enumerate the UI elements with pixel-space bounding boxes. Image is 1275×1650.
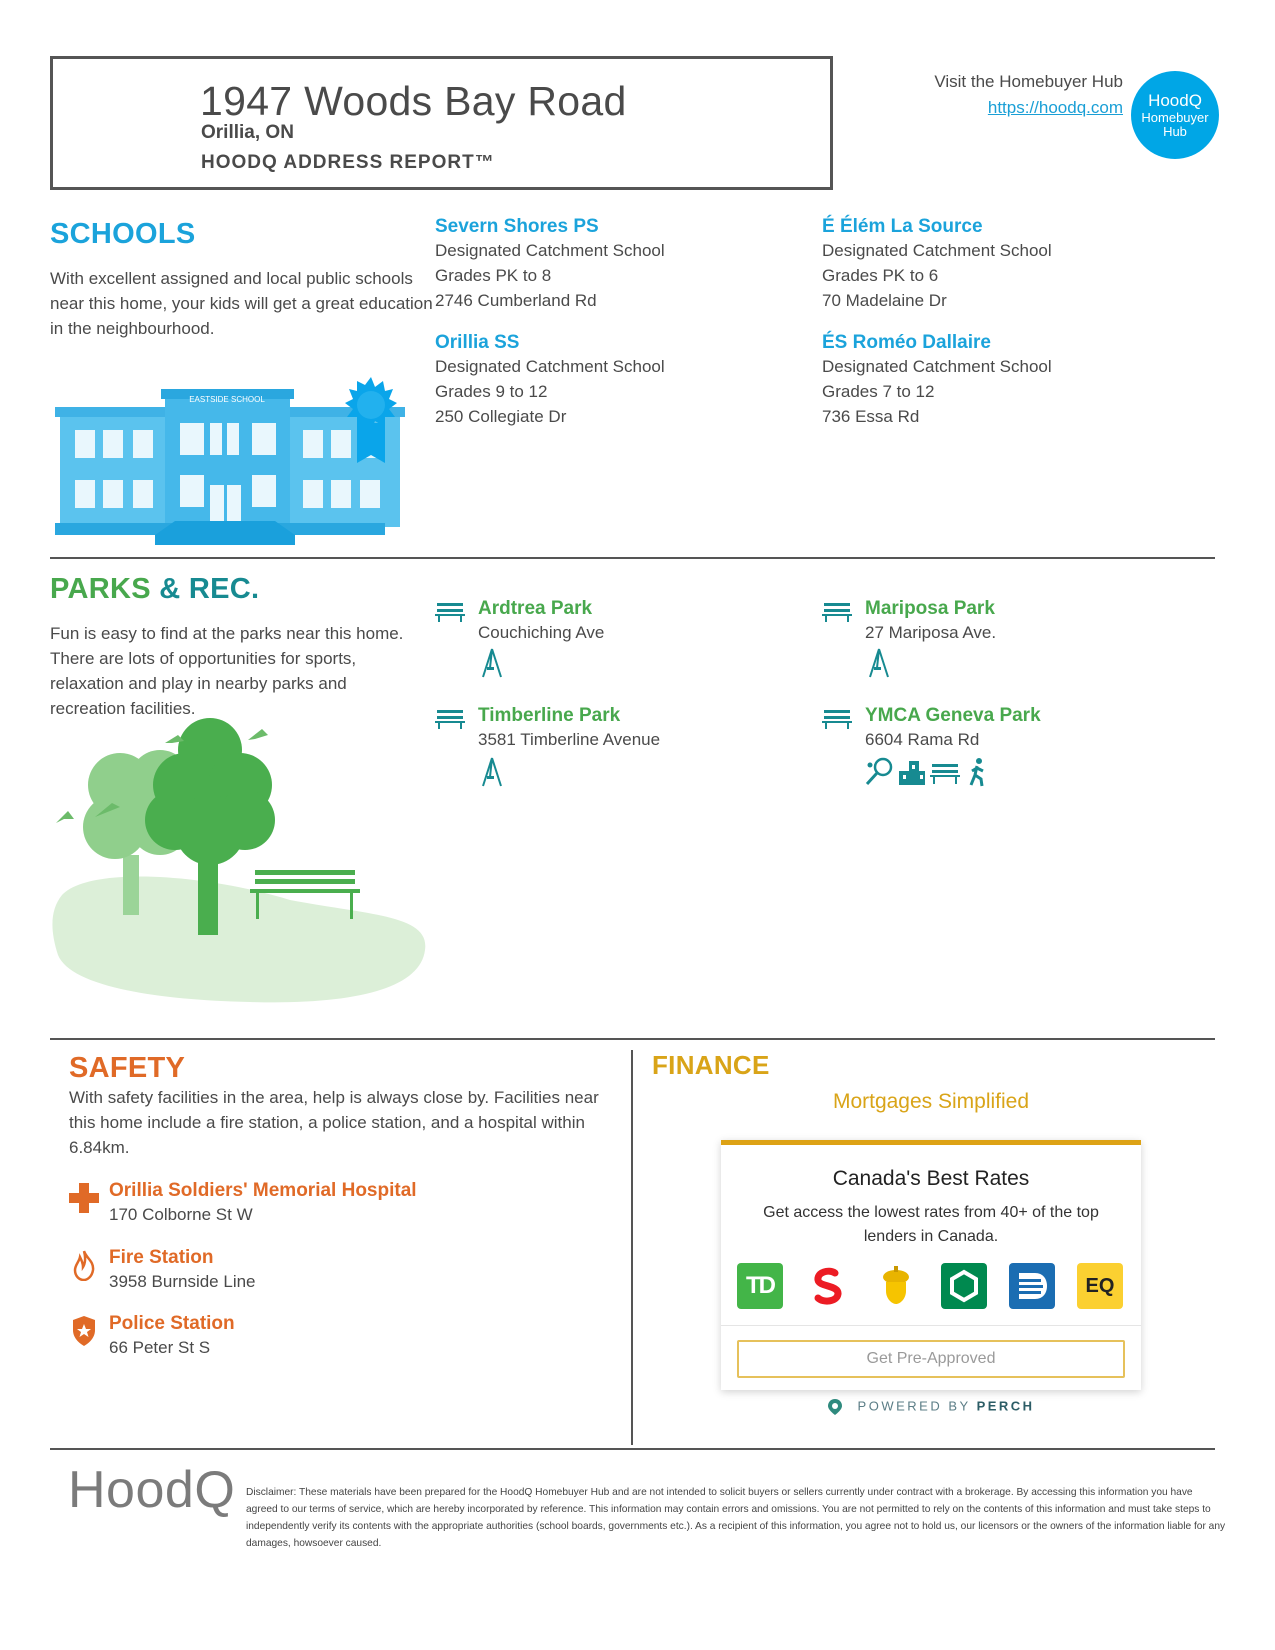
playground-icon <box>866 648 892 678</box>
community-centre-icon <box>897 759 927 787</box>
school-type: Designated Catchment School <box>822 241 1052 260</box>
park-bench-icon <box>435 709 465 729</box>
fire-icon <box>71 1249 97 1281</box>
hub-visit-text: Visit the Homebuyer Hub <box>934 72 1123 91</box>
park-address: 27 Mariposa Ave. <box>865 623 997 642</box>
address-city: Orillia, ON <box>201 122 294 143</box>
scotiabank-logo <box>805 1263 851 1309</box>
park-address: 3581 Timberline Avenue <box>478 730 661 749</box>
school-item <box>435 216 775 313</box>
section-divider <box>50 1038 1215 1040</box>
eq-logo-text: EQ <box>1085 1275 1115 1297</box>
safety-name[interactable]: Orillia Soldiers' Memorial Hospital <box>109 1180 417 1201</box>
powered-by-text: POWERED BY <box>857 1398 971 1414</box>
disclaimer-text: Disclaimer: These materials have been prepared for the HoodQ Homebuyer Hub and are not intended to solicit buyers or sellers currently under contract with a brokerage. By accessing this information you have agreed to our terms of service, which are hereby incorporated by reference. This information may contain errors and omissions. You are not permitted to rely on the contents of this information and must take steps to independently verify its contents with the appropriate authorities (school boards, governments etc.). As a recipient of this information, you agree not to hold us, our licensors or the owners of the information liable for any damages, howsoever caused. <box>246 1487 1226 1549</box>
column-divider <box>631 1050 633 1445</box>
parks-description: Fun is easy to find at the parks near this home. There are lots of opportunities for sports, relaxation and play in nearby parks and recreation facilities. <box>50 624 404 718</box>
hub-badge-line3: Hub <box>1163 124 1187 139</box>
td-logo-text: TD <box>746 1272 774 1299</box>
powered-by-brand: PERCH <box>976 1398 1035 1414</box>
school-type: Designated Catchment School <box>822 357 1052 376</box>
park-address: 6604 Rama Rd <box>865 730 980 749</box>
td-logo <box>737 1263 783 1309</box>
school-type: Designated Catchment School <box>435 241 665 260</box>
school-address: 736 Essa Rd <box>822 407 920 426</box>
school-grades: Grades 9 to 12 <box>435 382 548 401</box>
powered-by[interactable] <box>721 1398 1141 1416</box>
parks-heading-amp: & <box>159 573 181 605</box>
schools-description: With excellent assigned and local public schools near this home, your kids will get a great education in the neighbourhood. <box>50 269 433 338</box>
finance-card-title: Canada's Best Rates <box>832 1167 1030 1190</box>
address-title: 1947 Woods Bay Road <box>200 78 627 124</box>
park-name[interactable]: Mariposa Park <box>865 598 995 619</box>
park-bench-icon <box>822 602 852 622</box>
school-item <box>822 216 1162 313</box>
park-illustration <box>50 715 435 1015</box>
hexagon-bank-logo <box>941 1263 987 1309</box>
get-pre-approved-button[interactable]: Get Pre-Approved <box>737 1340 1125 1378</box>
park-bench-icon <box>822 709 852 729</box>
park-address: Couchiching Ave <box>478 623 605 642</box>
safety-item <box>69 1247 609 1297</box>
school-building-illustration <box>55 375 435 555</box>
safety-description: With safety facilities in the area, help is always close by. Facilities near this home include a fire station, a police station, and a hospital within 6.84km. <box>69 1088 599 1157</box>
finance-card-divider <box>721 1325 1141 1326</box>
tennis-icon <box>864 757 894 787</box>
parks-heading <box>50 573 259 606</box>
school-grades: Grades PK to 8 <box>435 266 552 285</box>
section-divider <box>50 557 1215 559</box>
finance-card-text: Get access the lowest rates from 40+ of the top lenders in Canada. <box>763 1204 1099 1245</box>
school-grades: Grades PK to 6 <box>822 266 939 285</box>
parks-heading-a: PARKS <box>50 573 151 605</box>
running-trail-icon <box>967 757 989 787</box>
school-name[interactable]: Orillia SS <box>435 332 520 353</box>
school-type: Designated Catchment School <box>435 357 665 376</box>
safety-item <box>69 1313 609 1363</box>
safety-item <box>69 1180 609 1230</box>
hub-badge[interactable] <box>1131 71 1219 159</box>
hub-link[interactable]: https://hoodq.com <box>987 98 1123 117</box>
footer-divider <box>50 1448 1215 1450</box>
finance-card <box>721 1140 1141 1390</box>
hoodq-logo: HoodQ <box>68 1461 236 1519</box>
safety-name[interactable]: Police Station <box>109 1313 235 1334</box>
bmo-style-logo <box>1009 1263 1055 1309</box>
hub-badge-line2: Homebuyer <box>1141 110 1209 125</box>
finance-heading: FINANCE <box>652 1050 770 1080</box>
school-name[interactable]: ÉS Roméo Dallaire <box>822 332 991 353</box>
school-address: 2746 Cumberland Rd <box>435 291 597 310</box>
school-address: 250 Collegiate Dr <box>435 407 567 426</box>
parks-heading-b: REC. <box>188 573 260 605</box>
safety-heading: SAFETY <box>69 1052 186 1084</box>
safety-address: 66 Peter St S <box>109 1338 211 1357</box>
eq-bank-logo <box>1077 1263 1123 1309</box>
school-item <box>435 332 775 429</box>
school-name[interactable]: Severn Shores PS <box>435 216 599 237</box>
desjardins-acorn-logo <box>873 1263 919 1309</box>
police-icon <box>71 1315 97 1347</box>
park-name[interactable]: Ardtrea Park <box>478 598 593 619</box>
safety-name[interactable]: Fire Station <box>109 1247 214 1268</box>
finance-subheading: Mortgages Simplified <box>832 1090 1030 1113</box>
hospital-icon <box>69 1183 99 1213</box>
perch-pin-icon <box>827 1398 843 1416</box>
school-sign: EASTSIDE SCHOOL <box>189 395 265 404</box>
school-grades: Grades 7 to 12 <box>822 382 935 401</box>
report-label: HOODQ ADDRESS REPORT™ <box>201 152 495 173</box>
safety-address: 3958 Burnside Line <box>109 1272 256 1291</box>
park-bench-icon <box>435 602 465 622</box>
school-name[interactable]: É Élém La Source <box>822 216 983 237</box>
safety-address: 170 Colborne St W <box>109 1205 253 1224</box>
hub-badge-line1: HoodQ <box>1148 91 1202 110</box>
playground-icon <box>479 757 505 787</box>
school-address: 70 Madelaine Dr <box>822 291 947 310</box>
park-name[interactable]: Timberline Park <box>478 705 621 726</box>
playground-icon <box>479 648 505 678</box>
school-item <box>822 332 1162 429</box>
park-bench-icon <box>930 763 960 785</box>
schools-heading: SCHOOLS <box>50 218 196 250</box>
park-name[interactable]: YMCA Geneva Park <box>865 705 1041 726</box>
